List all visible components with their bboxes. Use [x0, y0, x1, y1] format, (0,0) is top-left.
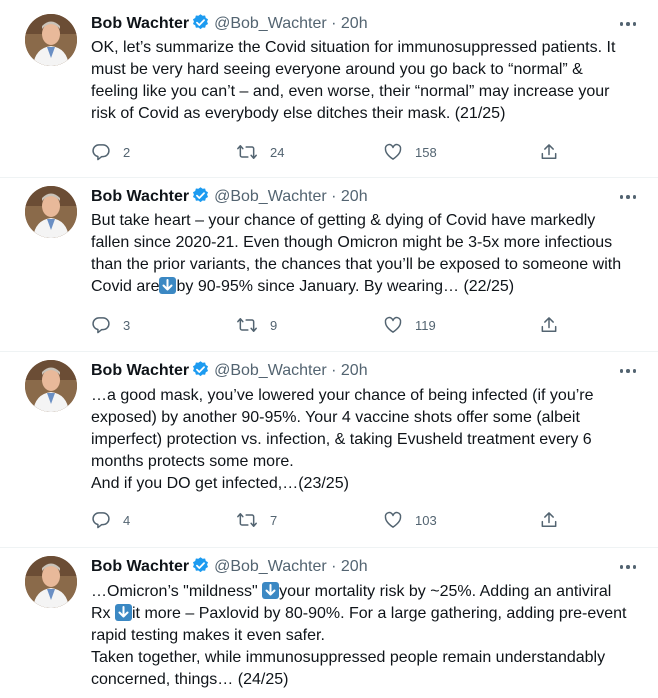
text-segment: Taken together, while immunosuppressed people remain understandably — [91, 649, 606, 666]
separator-dot: · — [331, 558, 337, 575]
tweet-time[interactable]: 20h — [340, 188, 368, 205]
avatar[interactable] — [25, 360, 77, 412]
tweet-header — [91, 360, 638, 382]
text-line — [91, 647, 647, 669]
avatar[interactable] — [25, 556, 77, 608]
text-segment: …Omicron’s "mildness" — [91, 583, 263, 600]
text-line — [91, 385, 647, 407]
reply-icon — [91, 142, 111, 162]
tweet[interactable] — [0, 178, 658, 352]
text-line — [91, 429, 647, 451]
separator-dot: · — [331, 362, 337, 379]
like-button[interactable] — [383, 510, 437, 530]
reply-button[interactable] — [91, 510, 130, 530]
share-icon — [539, 510, 559, 530]
like-icon — [383, 142, 403, 162]
retweet-count: 24 — [270, 144, 285, 160]
more-options-icon[interactable] — [616, 361, 640, 381]
text-segment: must be very hard seeing everyone around you go back to “normal” & — [91, 61, 583, 78]
tweet-time[interactable]: 20h — [340, 15, 368, 32]
separator-dot: · — [331, 15, 337, 32]
reply-count: 3 — [123, 317, 131, 333]
tweet[interactable] — [0, 548, 658, 698]
tweet-text — [91, 210, 647, 298]
author-handle[interactable]: @Bob_Wachter — [214, 15, 327, 32]
text-segment: But take heart – your chance of getting & dying of Covid have markedly — [91, 212, 596, 229]
author-handle[interactable]: @Bob_Wachter — [214, 558, 327, 575]
text-line — [91, 669, 647, 691]
tweet-text — [91, 37, 647, 125]
text-segment: OK, let’s summarize the Covid situation for immunosuppressed patients. It — [91, 39, 616, 56]
more-options-icon[interactable] — [616, 557, 640, 577]
share-button[interactable] — [539, 142, 559, 162]
text-segment: imperfect) protection vs. infection, & taking Evusheld treatment every 6 — [91, 431, 592, 448]
text-segment: risk of Covid as everybody else ditches their mask. (21/25) — [91, 105, 506, 122]
tweet[interactable] — [0, 0, 658, 178]
text-line — [91, 407, 647, 429]
text-line — [91, 232, 647, 254]
verified-badge-icon — [191, 186, 210, 212]
share-icon — [539, 142, 559, 162]
retweet-count: 7 — [270, 512, 278, 528]
avatar[interactable] — [25, 186, 77, 238]
share-icon — [539, 315, 559, 335]
tweet-header — [91, 13, 638, 35]
tweet-text — [91, 581, 647, 691]
like-button[interactable] — [383, 315, 436, 335]
retweet-icon — [236, 510, 258, 530]
retweet-icon — [236, 315, 258, 335]
text-line — [91, 254, 647, 276]
more-options-icon[interactable] — [616, 187, 640, 207]
text-line — [91, 451, 647, 473]
tweet-actions — [91, 510, 561, 530]
text-segment: rapid testing makes it even safer. — [91, 627, 325, 644]
reply-button[interactable] — [91, 315, 130, 335]
retweet-icon — [236, 142, 258, 162]
text-line — [91, 276, 647, 298]
text-line — [91, 210, 647, 232]
author-name[interactable]: Bob Wachter — [91, 362, 190, 379]
author-name[interactable]: Bob Wachter — [91, 558, 190, 575]
text-segment: Covid are — [91, 278, 160, 295]
text-segment: …a good mask, you’ve lowered your chance of being infected (if you’re — [91, 387, 594, 404]
separator-dot: · — [331, 188, 337, 205]
retweet-button[interactable] — [236, 510, 277, 530]
text-segment: feeling like you can’t – and, even worse, their “normal” may increase your — [91, 83, 610, 100]
retweet-count: 9 — [270, 317, 278, 333]
tweet[interactable] — [0, 352, 658, 548]
text-segment: Rx — [91, 605, 115, 622]
text-segment: than the prior variants, the chances that you’ll be exposed to someone with — [91, 256, 622, 273]
like-icon — [383, 510, 403, 530]
retweet-button[interactable] — [236, 315, 277, 335]
text-line — [91, 581, 647, 603]
text-segment: by 90-95% since January. By wearing… (22/25) — [176, 278, 515, 295]
verified-badge-icon — [191, 556, 210, 582]
tweet-actions — [91, 142, 561, 162]
like-button[interactable] — [383, 142, 437, 162]
down-arrow-emoji-icon — [262, 582, 279, 599]
text-line — [91, 37, 647, 59]
text-segment: concerned, things… (24/25) — [91, 671, 289, 688]
text-segment: And if you DO get infected,…(23/25) — [91, 475, 349, 492]
text-line — [91, 103, 647, 125]
author-name[interactable]: Bob Wachter — [91, 188, 190, 205]
share-button[interactable] — [539, 315, 559, 335]
reply-button[interactable] — [91, 142, 130, 162]
down-arrow-emoji-icon — [159, 277, 176, 294]
author-handle[interactable]: @Bob_Wachter — [214, 188, 327, 205]
tweet-header — [91, 556, 638, 578]
reply-count: 2 — [123, 144, 131, 160]
like-count: 158 — [415, 144, 437, 160]
reply-count: 4 — [123, 512, 131, 528]
like-count: 119 — [415, 317, 436, 333]
text-line — [91, 473, 647, 495]
author-handle[interactable]: @Bob_Wachter — [214, 362, 327, 379]
text-line — [91, 81, 647, 103]
down-arrow-emoji-icon — [115, 604, 132, 621]
text-segment: your mortality risk by ~25%. Adding an antiviral — [279, 583, 612, 600]
tweet-actions — [91, 315, 561, 335]
tweet-header — [91, 186, 638, 208]
like-icon — [383, 315, 403, 335]
text-segment: exposed) by another 90-95%. Your 4 vaccine shots offer some (albeit — [91, 409, 580, 426]
avatar[interactable] — [25, 14, 77, 66]
tweet-text — [91, 385, 647, 495]
tweet-time[interactable]: 20h — [340, 362, 368, 379]
text-line — [91, 625, 647, 647]
verified-badge-icon — [191, 13, 210, 39]
like-count: 103 — [415, 512, 437, 528]
retweet-button[interactable] — [236, 142, 284, 162]
reply-icon — [91, 315, 111, 335]
reply-icon — [91, 510, 111, 530]
text-line — [91, 603, 647, 625]
text-segment: fallen since 2020-21. Even though Omicron might be 3-5x more infectious — [91, 234, 613, 251]
share-button[interactable] — [539, 510, 559, 530]
tweet-time[interactable]: 20h — [340, 558, 368, 575]
text-line — [91, 59, 647, 81]
author-name[interactable]: Bob Wachter — [91, 15, 190, 32]
more-options-icon[interactable] — [616, 14, 640, 34]
text-segment: it more – Paxlovid by 80-90%. For a large gathering, adding pre-event — [132, 605, 627, 622]
text-segment: months protects some more. — [91, 453, 294, 470]
verified-badge-icon — [191, 360, 210, 386]
